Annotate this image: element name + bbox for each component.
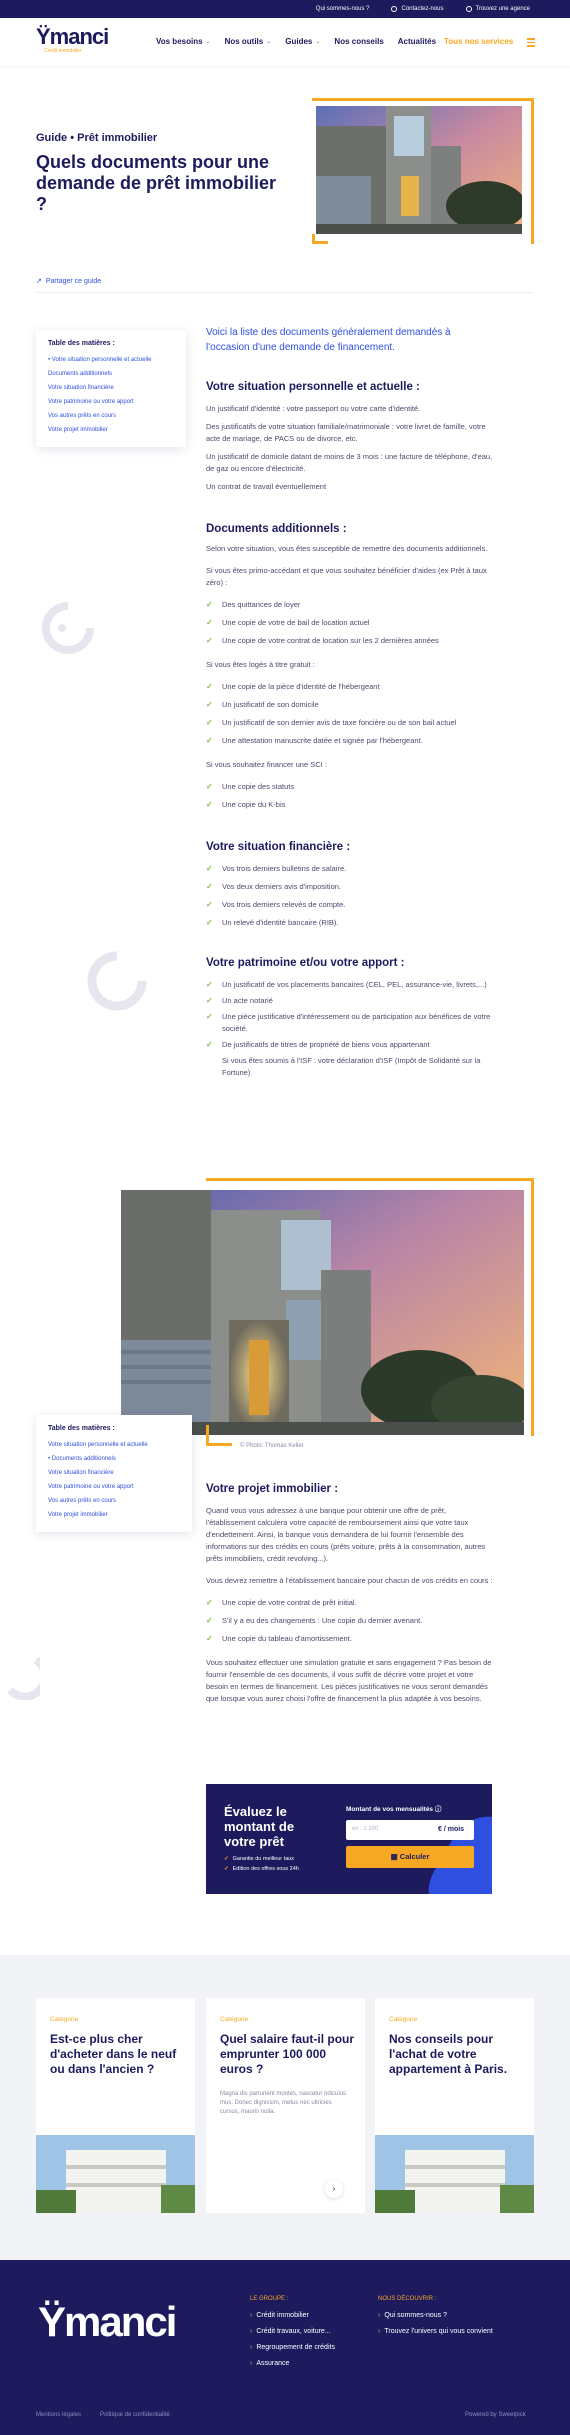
chevron-down-icon: ⌄	[315, 39, 321, 45]
amount-label	[346, 1804, 441, 1813]
list-item-text: Un justificatif de son domicile	[222, 700, 319, 709]
contact-link[interactable]	[391, 6, 443, 12]
footer-column-discover	[378, 2296, 493, 2340]
simulator-benefit	[224, 1866, 299, 1872]
nav-nos-conseils[interactable]	[334, 37, 383, 46]
list-item	[206, 863, 496, 875]
card-excerpt: Magna dis parturient montes, nascetur ridiculus mus. Donec dignissim, metus nec ultricies cursus, mauris nulla.	[220, 2091, 347, 2115]
toc-item[interactable]: Votre situation financière	[48, 1470, 114, 1476]
footer-link-label: Trouvez l'univers qui vous convient	[384, 2328, 493, 2335]
section-title: Votre situation financière :	[206, 841, 351, 853]
toc-item[interactable]: Votre projet immobilier	[48, 1512, 108, 1518]
phone-icon	[391, 6, 397, 12]
main-nav	[156, 37, 436, 46]
toc-item[interactable]: • Documents additionnels	[48, 1452, 180, 1466]
nav-label: Nos conseils	[334, 37, 384, 46]
list-item-text: Un acte notarié	[222, 996, 273, 1005]
footer-heading: NOUS DÉCOUVRIR :	[378, 2296, 437, 2302]
list-item-text: Une pièce justificative d'intéressement ou de participation aux bénéfices de votre société.	[222, 1012, 491, 1033]
benefit-text: Garantie du meilleur taux	[232, 1856, 295, 1862]
check-icon: ✓	[206, 782, 213, 791]
check-icon: ✓	[206, 1012, 213, 1021]
list-item	[206, 1597, 496, 1609]
paragraph: Vous souhaitez effectuer une simulation gratuite et sans engagement ? Pas besoin de fournir l'ensemble de ces documents, il vous suffit de décrire votre projet et votre besoin en termes de financement. Les pièces justificatives ne vous seront demandés que lorsque vous aurez choisi l'offre de financement la plus adaptée à vos besoins.	[206, 1658, 492, 1703]
related-card[interactable]	[206, 1998, 365, 2213]
loan-simulator	[206, 1784, 492, 1894]
list-item	[206, 899, 496, 911]
table-of-contents-sticky	[36, 1415, 192, 1532]
footer-link-label: Assurance	[256, 2360, 290, 2367]
toc-title: Table des matières :	[48, 340, 115, 347]
footer-column-group	[250, 2296, 335, 2372]
card-title: Est-ce plus cher d'acheter dans le neuf ou dans l'ancien ?	[50, 2032, 177, 2076]
amount-label-text: Montant de vos mensualités	[346, 1806, 434, 1813]
image-frame-corner	[206, 1425, 232, 1446]
check-icon: ✓	[206, 800, 213, 809]
card-title: Nos conseils pour l'achat de votre appartement à Paris.	[389, 2032, 508, 2076]
list-item	[206, 635, 496, 647]
toc-item[interactable]: Votre projet immobilier	[48, 427, 108, 433]
check-icon: ✓	[206, 900, 213, 909]
list-item-text: Une copie des statuts	[222, 782, 295, 791]
contact-label: Contactez-nous	[401, 6, 444, 12]
nav-label: Actualités	[397, 37, 437, 46]
logo[interactable]	[36, 26, 108, 54]
list-item	[206, 1633, 496, 1645]
related-card[interactable]	[36, 1998, 195, 2213]
list-item	[206, 881, 496, 893]
section-title: Votre patrimoine et/ou votre apport :	[206, 957, 405, 969]
check-icon: ✓	[206, 1616, 213, 1625]
footer-link-label: Crédit immobilier	[256, 2312, 309, 2319]
list-item-text: S'il y a eu des changements : Une copie du dernier avenant.	[222, 1616, 423, 1625]
divider	[36, 292, 534, 293]
calculate-button[interactable]	[346, 1846, 474, 1868]
list-item-text: Une copie de la pièce d'identité de l'hébergeant	[222, 682, 380, 691]
footer-link[interactable]: › Crédit immobilier	[250, 2308, 335, 2324]
list-item	[206, 599, 496, 611]
card-image	[36, 2135, 195, 2213]
house-image	[121, 1190, 524, 1435]
logo-tagline: Crédit immobilier	[44, 48, 82, 54]
photo-credit: © Photo: Thomas Keller	[240, 1443, 304, 1449]
list-item	[206, 1011, 496, 1035]
list-item	[206, 1039, 496, 1051]
toc-item[interactable]: • Votre situation personnelle et actuelle	[48, 353, 174, 367]
paragraph: Si vous souhaitez financer une SCI :	[206, 760, 327, 769]
list-item-text: Vos deux derniers avis d'imposition.	[222, 882, 341, 891]
location-icon	[466, 6, 472, 12]
simulator-benefit	[224, 1856, 294, 1862]
circle-decoration	[40, 600, 96, 656]
paragraph: Quand vous vous adressez à une banque pour obtenir une offre de prêt, l'établissement calculera votre capacité de remboursement ainsi que votre taux d'endettement. Ainsi, la banque vous demandera de lui fournir l'ensemble des informations sur des crédits en cours (prêts voiture, prêts à la consommation, autres prêts immobiliers, crédit revolving...).	[206, 1506, 486, 1563]
toc-item[interactable]: Votre situation personnelle et actuelle	[48, 1442, 148, 1448]
calculate-label: Calculer	[399, 1852, 430, 1861]
footer-link[interactable]: › Crédit travaux, voiture...	[250, 2324, 335, 2340]
footer-link-label: Qui sommes-nous ?	[384, 2312, 447, 2319]
check-icon: ✓	[206, 918, 213, 927]
card-category: Catégorie	[50, 2016, 79, 2023]
list-item	[206, 1615, 496, 1627]
amount-input[interactable]: ex : 1 200	[346, 1820, 474, 1840]
toc-title: Table des matières :	[48, 1425, 115, 1432]
about-link[interactable]	[316, 6, 370, 12]
circle-decoration	[0, 1650, 40, 1700]
all-services-link[interactable]: Tous nos services	[444, 37, 514, 46]
hero-frame-corner	[312, 234, 328, 244]
check-icon: ✓	[224, 1856, 229, 1862]
chevron-down-icon: ⌄	[205, 39, 211, 45]
list-item-text: Une copie de votre de bail de location actuel	[222, 618, 370, 627]
nav-guides[interactable]	[285, 37, 320, 46]
section-title: Documents additionnels :	[206, 523, 347, 535]
card-title: Quel salaire faut-il pour emprunter 100 000 euros ?	[220, 2032, 355, 2076]
article-body-continued	[206, 1483, 496, 1705]
list-note: Si vous êtes soumis à l'ISF : votre déclaration d'ISF (Impôt de Solidarité sur la Fortune)	[222, 1056, 481, 1077]
check-icon: ✓	[206, 618, 213, 627]
amount-unit: € / mois	[438, 1826, 465, 1833]
paragraph: Un justificatif de domicile datant de moins de 3 mois : une facture de téléphone, d'eau, de gaz ou encore d'électricité.	[206, 452, 493, 473]
card-category: Catégorie	[220, 2016, 249, 2023]
nav-label: Nos outils	[224, 37, 264, 46]
footer-heading: LE GROUPE :	[250, 2296, 289, 2302]
menu-icon[interactable]	[527, 38, 535, 49]
list-item	[206, 781, 496, 793]
article-body	[206, 325, 496, 1079]
paragraph: Des justificatifs de votre situation familiale/matrimoniale : votre livret de famille, votre acte de mariage, de PACS ou de divorce, etc.	[206, 422, 486, 443]
agency-link[interactable]	[466, 6, 530, 12]
list-item-text: Une copie du tableau d'amortissement.	[222, 1634, 352, 1643]
footer-link[interactable]: › Qui sommes-nous ?	[378, 2308, 493, 2324]
nav-vos-besoins[interactable]	[156, 37, 211, 46]
arrow-right-icon[interactable]: ›	[325, 2180, 343, 2198]
list-item-text: Une attestation manuscrite datée et signée par l'hébergeant.	[222, 736, 423, 745]
nav-nos-outils[interactable]	[225, 37, 272, 46]
list-item	[206, 681, 496, 693]
share-label: Partager ce guide	[45, 277, 102, 285]
chevron-down-icon: ⌄	[266, 39, 272, 45]
paragraph: Vous devrez remettre à l'établissement bancaire pour chacun de vos crédits en cours :	[206, 1576, 493, 1585]
list-item-text: Un justificatif de vos placements bancaires (CEL, PEL, assurance-vie, livrets,...)	[222, 980, 487, 989]
powered-by: Powered by Sweetpick	[465, 2412, 526, 2418]
check-icon: ✓	[224, 1866, 229, 1872]
paragraph: Si vous êtes primo-accédant et que vous souhaitez bénéficier d'aides (ex Prêt à taux zéro) :	[206, 566, 487, 587]
footer-link-label: Regroupement de crédits	[256, 2344, 335, 2351]
top-bar	[0, 0, 570, 18]
footer-link[interactable]: › Assurance	[250, 2356, 335, 2372]
paragraph: Un contrat de travail éventuellement	[206, 482, 327, 491]
check-icon: ✓	[206, 600, 213, 609]
check-icon: ✓	[206, 682, 213, 691]
site-footer	[0, 2260, 570, 2435]
legal-link[interactable]: Mentions légales	[36, 2412, 82, 2418]
list-item-text: Une copie de votre contrat de location sur les 2 dernières années	[222, 636, 439, 645]
list-item	[206, 995, 496, 1007]
list-item-text: Un justificatif de son dernier avis de taxe foncière ou de son bail actuel	[222, 718, 457, 727]
nav-label: Guides	[285, 37, 313, 46]
list-item-text: Vos trois derniers bulletins de salaire.	[222, 864, 347, 873]
section-title: Votre situation personnelle et actuelle :	[206, 381, 420, 393]
list-item	[206, 917, 496, 929]
card-image	[375, 2135, 534, 2213]
list-item	[206, 699, 496, 711]
related-card[interactable]	[375, 1998, 534, 2213]
list-item	[206, 717, 496, 729]
check-icon: ✓	[206, 1040, 213, 1049]
check-icon: ✓	[206, 1634, 213, 1643]
list-item	[206, 617, 496, 629]
check-icon: ✓	[206, 736, 213, 745]
list-item-text: Une copie du K-bis	[222, 800, 286, 809]
paragraph: Un justificatif d'identité : votre passeport ou votre carte d'identité.	[206, 404, 421, 413]
section-title: Votre projet immobilier :	[206, 1483, 339, 1495]
nav-actualites[interactable]	[398, 37, 436, 46]
page-title: Quels documents pour une demande de prêt immobilier ?	[36, 152, 277, 214]
footer-link[interactable]: › Trouvez l'univers qui vous convient	[378, 2324, 493, 2340]
privacy-link[interactable]: Politique de confidentialité	[100, 2412, 170, 2418]
card-category: Catégorie	[389, 2016, 418, 2023]
footer-logo[interactable]: Ÿmanci	[38, 2298, 176, 2345]
list-item-text: Des quittances de loyer	[222, 600, 301, 609]
hero-image	[316, 106, 522, 234]
check-icon: ✓	[206, 996, 213, 1005]
toc-item[interactable]: Votre situation financière	[48, 385, 114, 391]
breadcrumb: Guide • Prêt immobilier	[36, 132, 158, 144]
article-intro: Voici la liste des documents généralement demandés à l'occasion d'une demande de financement.	[206, 327, 451, 353]
nav-label: Vos besoins	[156, 37, 203, 46]
logo-wordmark: Ÿmanci	[36, 24, 109, 49]
circle-decoration	[86, 950, 148, 1012]
toc-item[interactable]: Documents additionnels	[48, 371, 113, 377]
footer-link[interactable]: › Regroupement de crédits	[250, 2340, 335, 2356]
paragraph: Si vous êtes logés à titre gratuit :	[206, 660, 315, 669]
toc-item[interactable]: Vos autres prêts en cours	[48, 413, 117, 419]
list-item-text: Une copie de votre contrat de prêt initial.	[222, 1598, 357, 1607]
about-label: Qui sommes-nous ?	[315, 6, 370, 12]
toc-item[interactable]: Vos autres prêts en cours	[48, 1498, 117, 1504]
info-icon[interactable]: ⓘ	[434, 1806, 442, 1813]
table-of-contents	[36, 330, 186, 447]
paragraph: Selon votre situation, vous êtes susceptible de remettre des documents additionnels.	[206, 544, 488, 553]
check-icon: ✓	[206, 636, 213, 645]
list-item-text: De justificatifs de titres de propriété de biens vous appartenant	[222, 1040, 430, 1049]
check-icon: ✓	[206, 700, 213, 709]
share-icon: ↗	[36, 278, 42, 285]
check-icon: ✓	[206, 864, 213, 873]
check-icon: ✓	[206, 980, 213, 989]
check-icon: ✓	[206, 718, 213, 727]
toc-item[interactable]: Votre patrimoine ou votre apport	[48, 1484, 134, 1490]
list-item-text: Un relevé d'identité bancaire (RIB).	[222, 918, 339, 927]
footer-link-label: Crédit travaux, voiture...	[256, 2328, 331, 2335]
list-item	[206, 799, 496, 811]
benefit-text: Edition des offres sous 24h	[232, 1866, 299, 1872]
simulator-title: Évaluez le montant de votre prêt	[224, 1804, 295, 1849]
calculator-icon: ▦	[390, 1852, 400, 1861]
toc-item[interactable]: Votre patrimoine ou votre apport	[48, 399, 134, 405]
list-item-text: Vos trois derniers relevés de compte.	[222, 900, 346, 909]
check-icon: ✓	[206, 1598, 213, 1607]
site-header	[0, 18, 570, 66]
check-icon: ✓	[206, 882, 213, 891]
list-item	[206, 979, 496, 991]
list-item	[206, 735, 496, 747]
agency-label: Trouvez une agence	[475, 6, 530, 12]
share-link[interactable]	[36, 277, 101, 285]
